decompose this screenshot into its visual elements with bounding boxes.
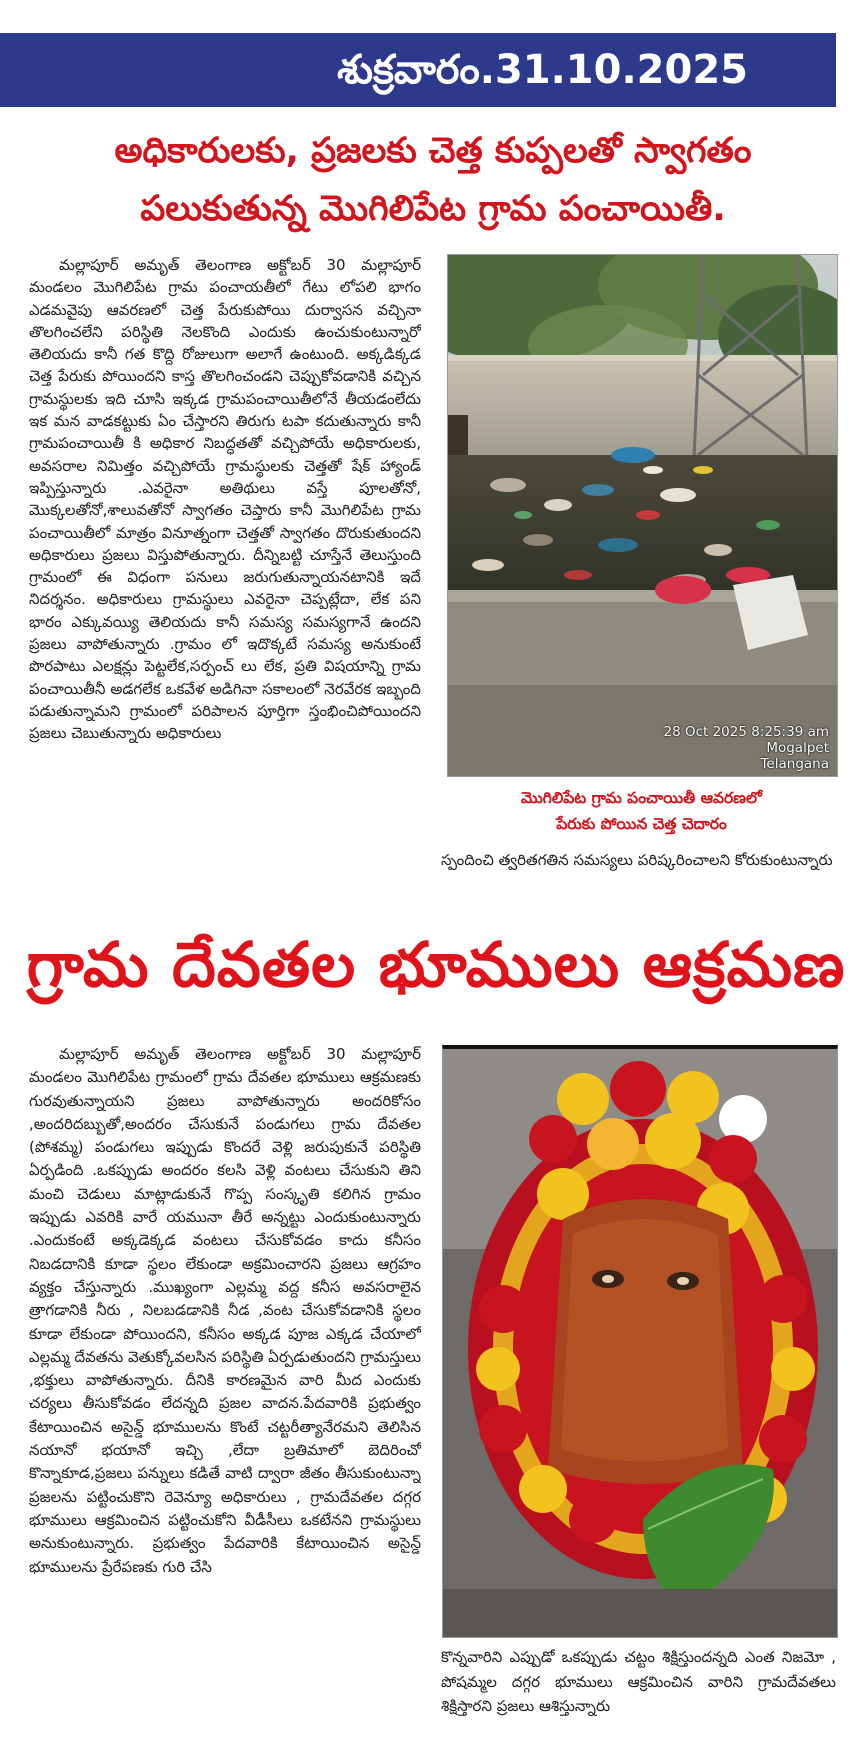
story1-body — [29, 254, 421, 904]
garbage-compound-illustration — [448, 255, 837, 776]
shrine-illustration — [443, 1049, 837, 1637]
photo-timestamp-state: Telangana — [760, 756, 829, 772]
story1-caption-line2: పేరుకు పోయిన చెత్త చెదారం — [556, 815, 727, 833]
date-label: శుక్రవారం.31.10.2025 — [337, 47, 748, 93]
photo-timestamp-place: Mogalpet — [766, 740, 829, 756]
photo-timestamp-datetime: 28 Oct 2025 8:25:39 am — [663, 724, 829, 740]
story1-photo-garbage — [447, 254, 838, 777]
story1-headline-line1: అధికారులకు, ప్రజలకు చెత్త కుప్పలతో స్వాగతం — [114, 131, 752, 171]
story1-caption — [447, 785, 836, 837]
photo-timestamp — [663, 724, 829, 772]
story1-headline-line2: పలుకుతున్న మొగిలిపేట గ్రామ పంచాయితీ. — [140, 189, 726, 229]
story1-continuation: స్పందించి త్వరితగతిన సమస్యలు పరిష్కరించాలని కోరుకుంటున్నారు — [441, 851, 833, 869]
story2-caption: కొన్నవారిని ఎప్పుడో ఒకప్పుడు చట్టం శిక్షిస్తుందన్నది ఎంత నిజమో , పోషమ్మల దగ్గర భూములు ఆక్రమించిన వారిని గ్రామదేవతలు శిక్షిస్తారని ప్రజలు ఆశిస్తున్నారు — [441, 1648, 836, 1715]
date-banner — [0, 33, 836, 107]
story2-body-text: మల్లాపూర్ అమృత్ తెలంగాణ అక్టోబర్ 30 మల్లాపూర్ మండలం మొగిలిపేట గ్రామంలో గ్రామ దేవతల భూములు ఆక్రమణకు గురవుతున్నాయని ప్రజలు వాపోతున్నారు అందరికోసం ,అందరిదబ్బుతో,అందరం చేసుకునే పండుగలు గ్రామ దేవతల (పోశమ్మ) పండుగలు ఇప్పుడు కొందరే వెళ్లి జరుపుకునే పరిస్థితి ఏర్పడింది .ఒకప్పుడు అందరం కలసి వెళ్లి వంటలు చేసుకుని తిని మంచి చెడులు మాట్లాడుకునే గొప్ప సంస్కృతి కలిగిన గ్రామం ఇప్పుడు ఎవరికి వారే యమునా తీరే అన్నట్టు ఎందుకుంటున్నారు .ఎందుకంటే అక్కడెక్కడ వంటలు చేసుకోవడం కాదు కనీసం నిబడదానికి కూడా స్థలం లేకుండా అక్రమించారని ప్రజలు ఆగ్రహం వ్యక్తం చేస్తున్నారు .ముఖ్యంగా ఎల్లమ్మ వద్ద కనీస అవసరాలైన త్రాగడానికి నీరు , నిలబడడానికి నీడ ,వంట చేసుకోవడానికి స్థలం కూడా లేకుండా పోయిందని, కనీసం అక్కడ పూజ ఎక్కడ చేయాలో ఎల్లమ్మ దేవతను వెతుక్కోవలసిన పరిస్థితి ఏర్పడుతుందని గ్రామస్తులు ,భక్తులు వాపోతున్నారు. దీనికి కారణమైన వారి మీద ఎందుకు చర్యలు తీసుకోవడం లేదన్నది ప్రజల వాదన.పేదవారికి ప్రభుత్వం కేటాయించిన అసైన్డ్ భూములను కొంటే చట్టరీత్యానేరమని తెలిసిన నయానో భయానో ఇచ్చి ,లేదా బ్రతిమాలో బెదిరించో కొన్నాకూడ,ప్రజలు పన్నులు కడితే వాటి ద్వారా జీతం తీసుకుంటున్నా ప్రజలను పట్టించుకొని రెవెన్యూ అధికారులు , గ్రామదేవతల దగ్గర భూములు ఆక్రమించిన పట్టించుకోని వీడీసీలు ఒకటేనని గ్రామస్థులు అనుకుంటున్నారు. ప్రభుత్వం పేదవారికి కేటాయించిన అసైన్డ్ భూములను ప్రేరేపణకు గురి చేసి — [29, 1045, 421, 1576]
story2-headline: గ్రామ దేవతల భూములు ఆక్రమణ — [26, 928, 846, 1001]
story2-body — [29, 1043, 421, 1736]
story2-photo-shrine — [442, 1045, 838, 1638]
story1-headline — [20, 122, 846, 238]
story1-caption-line1: మొగిలిపేట గ్రామ పంచాయితీ ఆవరణలో — [521, 789, 762, 807]
story1-body-text: మల్లాపూర్ అమృత్ తెలంగాణ అక్టోబర్ 30 మల్లాపూర్ మండలం మొగిలిపేట గ్రామ పంచాయతీలో గేటు లోపలి భాగం ఎడమవైపు ఆవరణలో చెత్త పేరుకుపోయి దుర్వాసన వచ్చినా తొలగించలేని పరిస్థితి నెలకొంది ఎందుకు ఉంచుకుంటున్నారో తెలియదు కానీ గత కొద్ది రోజులుగా అలాగే ఉంటుంది. అక్కడిక్కడ చెత్త పేరుకు పోయిందని కాస్త తొలగించండని చెప్పుకోవడానికి వచ్చిన గ్రామస్థులకు ఇది చూసి ఇక్కడ గ్రామపంచాయితీలోనే తీయడంలేదు ఇక మన వాడకట్టుకు ఏం చేస్తారని తిరుగు టపా కదుతున్నారు కానీ గ్రామపంచాయితీ కి అధికార నిబద్ధతతో వచ్చిపోయే అధికారులకు, అవసరాల నిమిత్తం వచ్చిపోయే గ్రామస్థులకు చెత్తతో షేక్ హ్యాండ్ ఇప్పిస్తున్నారు .ఎవరైనా అతిథులు వస్తే పూలతోనో, మొక్కలతోనో,శాలువతోనో స్వాగతం చెప్తారు కానీ మొగిలిపేట గ్రామ పంచాయితీలో మాత్రం వినూత్నంగా చెత్తతో స్వాగతం దొరుకుతుందని అధికారులు ప్రజలు విస్తుపోతున్నారు. దీన్నిబట్టి చూస్తేనే తెలుస్తుంది గ్రామంలో ఈ విధంగా పనులు జరుగుతున్నాయనటానికి ఇదే నిదర్శనం. అధికారులు గ్రామస్థులు ఎవరైనా చెప్పట్లేదా, లేక పని భారం ఎక్కువయ్యి తెలియదు కానీ సమస్య సమస్యగానే ఉందని ప్రజలు వాపోతున్నారు .గ్రామం లో ఇదొక్కటే సమస్య అనుకుంటే పొరపాటు ఎలక్షన్లు పెట్టలేక,సర్పంచ్ లు లేక, ప్రతి విషయాన్ని గ్రామ పంచాయితీనీ అడగలేక ఒకవేళ అడిగినా సకాలంలో నెరవేరక ఇబ్బంది పడుతున్నామని గ్రామంలో పరిపాలన పూర్తిగా స్తంభించిపోయిందని ప్రజలు చెబుతున్నారు అధికారులు — [29, 256, 421, 743]
